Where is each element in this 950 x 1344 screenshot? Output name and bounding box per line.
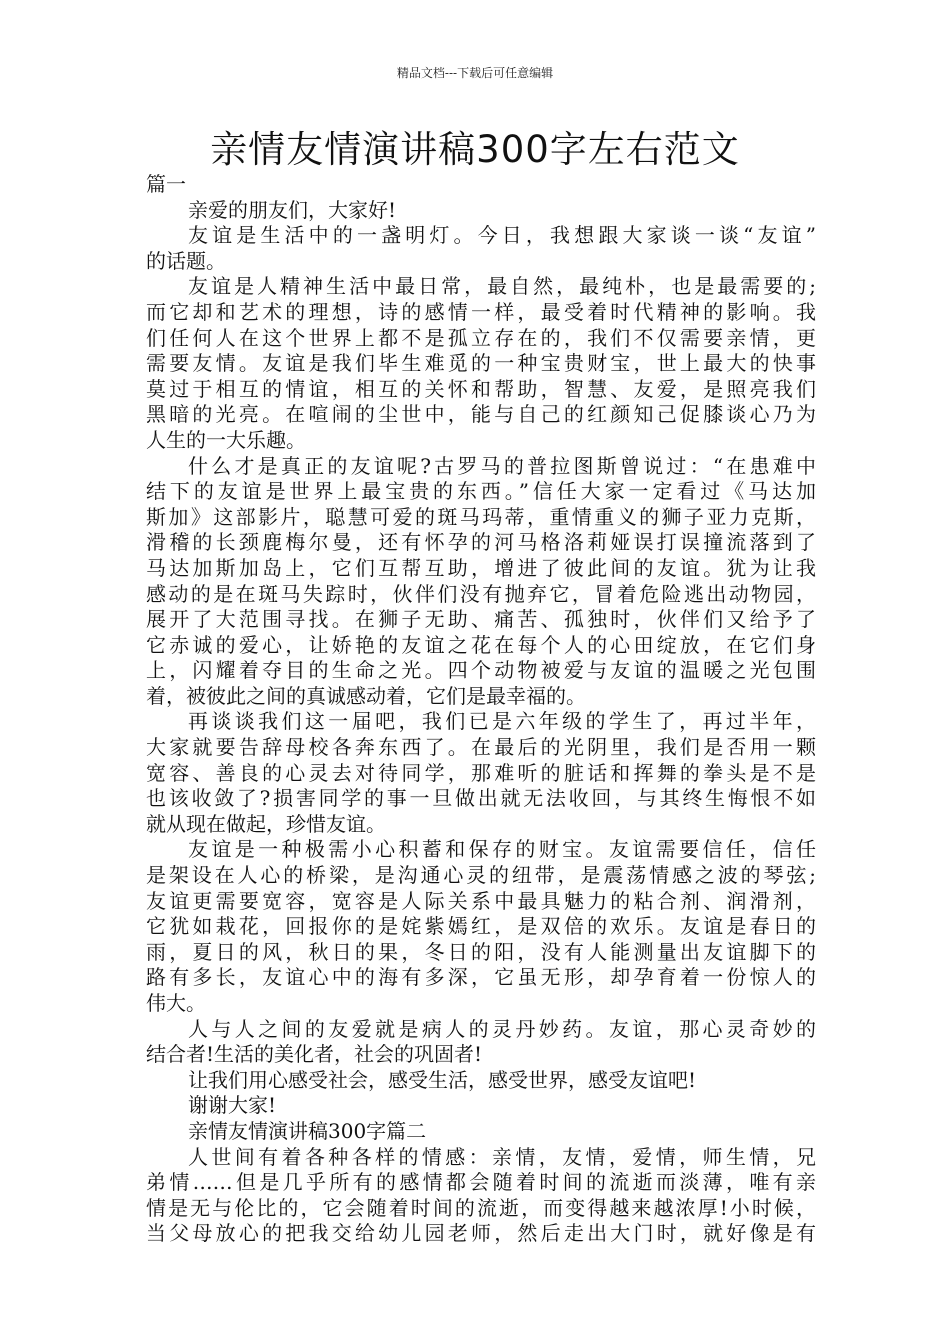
text-line: 人生的一大乐趣。 xyxy=(146,427,306,452)
text-line: 也该收敛了?损害同学的事一旦做出就无法收回，与其终生悔恨不如 xyxy=(146,786,816,811)
text-line: 结合者!生活的美化者，社会的巩固者! xyxy=(146,1042,483,1067)
text-line: 黑暗的光亮。在喧闹的尘世中，能与自己的红颜知己促膝谈心乃为 xyxy=(146,402,816,427)
text-line: 亲爱的朋友们，大家好! xyxy=(188,197,397,222)
text-line: 友谊是生活中的一盏明灯。今日，我想跟大家谈一谈“友谊” xyxy=(188,223,816,248)
text-line: 情是无与伦比的，它会随着时间的流逝，而变得越来越浓厚!小时候， xyxy=(146,1195,816,1220)
text-line: 友谊是一种极需小心积蓄和保存的财宝。友谊需要信任，信任 xyxy=(188,837,816,862)
text-line: 伟大。 xyxy=(146,991,206,1015)
text-line: 斯加》这部影片，聪慧可爱的斑马玛蒂，重情重义的狮子亚力克斯， xyxy=(146,504,816,529)
header-note: 精品文档---下载后可任意编辑 xyxy=(396,66,554,80)
text-line: 什么才是真正的友谊呢?古罗马的普拉图斯曾说过：“在患难中 xyxy=(188,453,816,478)
text-line: 的话题。 xyxy=(146,248,226,273)
text-line: 感动的是在斑马失踪时，伙伴们没有抛弃它，冒着危险逃出动物园， xyxy=(146,581,816,606)
text-line: 滑稽的长颈鹿梅尔曼，还有怀孕的河马格洛莉娅误打误撞流落到了 xyxy=(146,530,816,555)
document-body xyxy=(146,172,816,1247)
text-line: 就从现在做起，珍惜友谊。 xyxy=(146,811,386,836)
text-line: 结下的友谊是世界上最宝贵的东西。”信任大家一定看过《马达加 xyxy=(146,479,816,504)
text-line: 而它却和艺术的理想，诗的感情一样，最受着时代精神的影响。我 xyxy=(146,299,816,324)
text-line: 它犹如栽花，回报你的是姹紫嫣红，是双倍的欢乐。友谊是春日的 xyxy=(146,914,816,939)
text-line: 路有多长，友谊心中的海有多深，它虽无形，却孕育着一份惊人的 xyxy=(146,965,816,990)
text-line: 需要友情。友谊是我们毕生难觅的一种宝贵财宝，世上最大的快事 xyxy=(146,351,816,376)
text-line: 亲情友情演讲稿300字篇二 xyxy=(188,1118,427,1143)
text-line: 上，闪耀着夺目的生命之光。四个动物被爱与友谊的温暖之光包围 xyxy=(146,658,816,683)
text-line: 大家就要告辞母校各奔东西了。在最后的光阴里，我们是否用一颗 xyxy=(146,735,816,760)
text-line: 雨，夏日的风，秋日的果，冬日的阳，没有人能测量出友谊脚下的 xyxy=(146,939,816,964)
text-line: 再谈谈我们这一届吧，我们已是六年级的学生了，再过半年， xyxy=(188,709,816,734)
text-line: 着，被彼此之间的真诚感动着，它们是最幸福的。 xyxy=(146,683,586,708)
text-line: 莫过于相互的情谊，相互的关怀和帮助，智慧、友爱，是照亮我们 xyxy=(146,376,816,401)
text-line: 让我们用心感受社会，感受生活，感受世界，感受友谊吧! xyxy=(188,1067,697,1092)
document-title: 亲情友情演讲稿300字左右范文 xyxy=(210,128,740,171)
text-line: 马达加斯加岛上，它们互帮互助，增进了彼此间的友谊。犹为让我 xyxy=(146,555,816,580)
text-line: 人世间有着各种各样的情感：亲情，友情，爱情，师生情，兄 xyxy=(188,1144,816,1169)
text-line: 人与人之间的友爱就是病人的灵丹妙药。友谊，那心灵奇妙的 xyxy=(188,1016,816,1041)
text-line: 是架设在人心的桥梁，是沟通心灵的纽带，是震荡情感之波的琴弦; xyxy=(146,863,816,888)
text-line: 宽容、善良的心灵去对待同学，那难听的脏话和挥舞的拳头是不是 xyxy=(146,760,816,785)
text-line: 弟情……但是几乎所有的感情都会随着时间的流逝而淡薄，唯有亲 xyxy=(146,1170,816,1195)
text-line: 们任何人在这个世界上都不是孤立存在的，我们不仅需要亲情，更 xyxy=(146,325,816,350)
text-line: 它赤诚的爱心，让娇艳的友谊之花在每个人的心田绽放，在它们身 xyxy=(146,632,816,657)
text-line: 友谊是人精神生活中最日常，最自然，最纯朴，也是最需要的; xyxy=(188,274,816,299)
text-line: 展开了大范围寻找。在狮子无助、痛苦、孤独时，伙伴们又给予了 xyxy=(146,607,816,632)
text-line: 友谊更需要宽容，宽容是人际关系中最具魅力的粘合剂、润滑剂， xyxy=(146,888,816,913)
text-line: 谢谢大家! xyxy=(188,1093,277,1118)
text-line: 当父母放心的把我交给幼儿园老师，然后走出大门时，就好像是有 xyxy=(146,1221,816,1246)
text-line: 篇一 xyxy=(146,172,186,196)
